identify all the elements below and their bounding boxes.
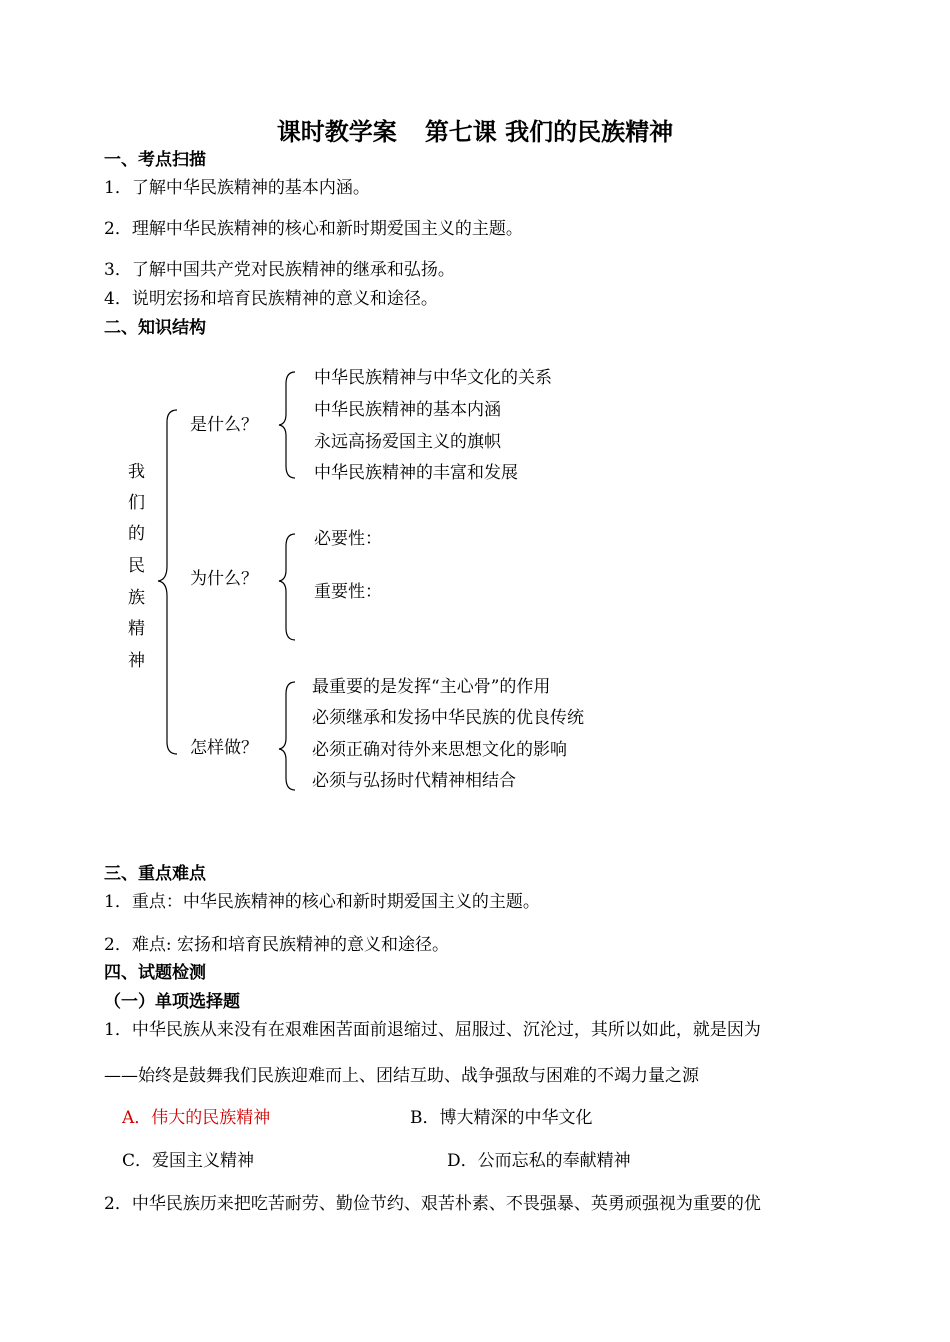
what-brace bbox=[279, 372, 295, 478]
branch-item: 必须正确对待外来思想文化的影响 bbox=[312, 740, 567, 760]
list-item: 1．重点：中华民族精神的核心和新时期爱国主义的主题。 bbox=[104, 892, 540, 912]
branch-item: 必须继承和发扬中华民族的优良传统 bbox=[312, 708, 584, 728]
list-item: 4．说明宏扬和培育民族精神的意义和途径。 bbox=[104, 289, 438, 309]
option-c: C．爱国主义精神 bbox=[122, 1151, 255, 1171]
root-char: 民 bbox=[128, 556, 145, 576]
section-heading-4: 四、试题检测 bbox=[104, 963, 206, 983]
list-item: 2．理解中华民族精神的核心和新时期爱国主义的主题。 bbox=[104, 219, 523, 239]
list-item: 1．了解中华民族精神的基本内涵。 bbox=[104, 178, 370, 198]
root-char: 我 bbox=[128, 462, 145, 482]
question-1-stem-cont: ——始终是鼓舞我们民族迎难而上、团结互助、战争强敌与困难的不竭力量之源 bbox=[104, 1066, 699, 1086]
branch-item: 最重要的是发挥“主心骨”的作用 bbox=[312, 677, 551, 697]
root-char: 族 bbox=[128, 588, 145, 608]
root-char: 们 bbox=[128, 493, 145, 513]
list-item: 2．难点: 宏扬和培育民族精神的意义和途径。 bbox=[104, 935, 449, 955]
option-b: B．博大精深的中华文化 bbox=[410, 1108, 593, 1128]
option-a: A．伟大的民族精神 bbox=[122, 1108, 271, 1128]
question-1-stem: 1．中华民族从来没有在艰难困苦面前退缩过、屈服过、沉沦过，其所以如此，就是因为 bbox=[104, 1020, 761, 1040]
main-brace bbox=[158, 410, 177, 754]
question-2-stem: 2．中华民族历来把吃苦耐劳、勤俭节约、艰苦朴素、不畏强暴、英勇顽强视为重要的优 bbox=[104, 1194, 761, 1214]
title-part1: 课时教学案 bbox=[276, 117, 397, 146]
branch-why-label: 为什么？ bbox=[190, 569, 258, 589]
branch-item: 中华民族精神的基本内涵 bbox=[314, 400, 501, 420]
branch-item: 重要性： bbox=[314, 582, 382, 602]
branch-what-label: 是什么？ bbox=[190, 415, 258, 435]
list-item: 3．了解中国共产党对民族精神的继承和弘扬。 bbox=[104, 260, 455, 280]
root-char: 的 bbox=[128, 524, 145, 544]
branch-item: 中华民族精神与中华文化的关系 bbox=[314, 368, 552, 388]
root-char: 精 bbox=[128, 619, 145, 639]
section-heading-3: 三、重点难点 bbox=[104, 864, 206, 884]
branch-item: 永远高扬爱国主义的旗帜 bbox=[314, 432, 501, 452]
branch-item: 中华民族精神的丰富和发展 bbox=[314, 463, 518, 483]
title-part2: 第七课 我们的民族精神 bbox=[424, 117, 674, 146]
section-heading-1: 一、考点扫描 bbox=[104, 150, 206, 170]
option-d: D．公而忘私的奉献精神 bbox=[447, 1151, 631, 1171]
branch-item: 必要性： bbox=[314, 529, 382, 549]
branch-how-label: 怎样做？ bbox=[190, 738, 258, 758]
section-heading-2: 二、知识结构 bbox=[104, 318, 206, 338]
branch-item: 必须与弘扬时代精神相结合 bbox=[312, 771, 516, 791]
how-brace bbox=[279, 682, 295, 790]
why-brace bbox=[279, 534, 295, 640]
root-char: 神 bbox=[128, 651, 145, 671]
subsection-heading: （一）单项选择题 bbox=[104, 992, 240, 1012]
